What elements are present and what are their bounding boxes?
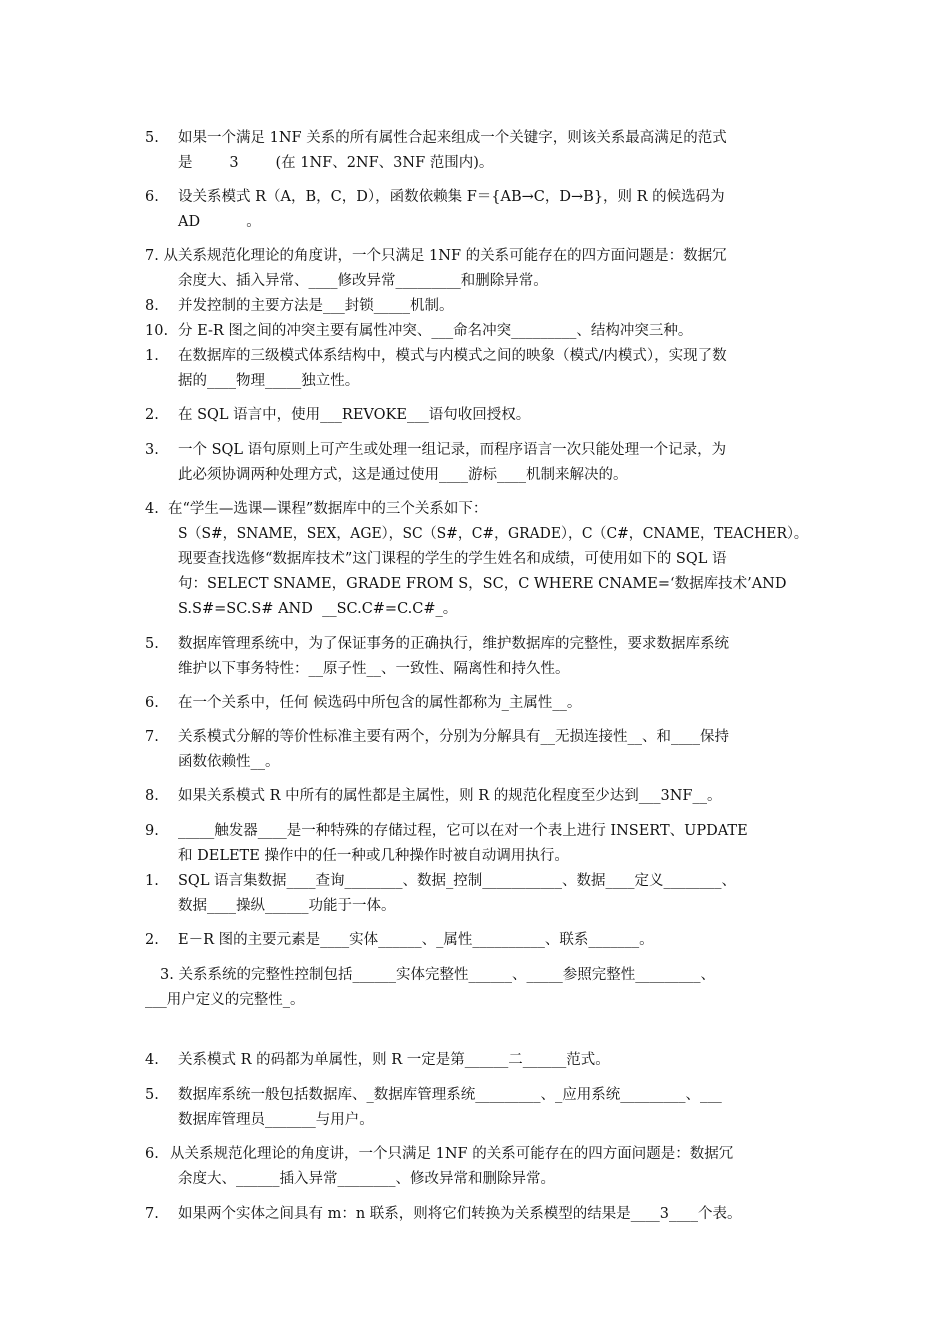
question-number: 6.: [145, 695, 159, 711]
question-number: 5.: [145, 130, 159, 146]
question-line: 维护以下事务特性：__原子性__、一致性、隔离性和持久性。: [178, 661, 570, 677]
question-number: 2.: [145, 407, 159, 423]
question-number: 9.: [145, 823, 159, 839]
question-number: 3.: [145, 442, 159, 458]
question-number: 10.: [145, 323, 169, 339]
question-line: 现要查找选修“数据库技术”这门课程的学生的学生姓名和成绩，可使用如下的 SQL 语: [178, 551, 727, 567]
question-line: S.S#=SC.S# AND __SC.C#=C.C#_。: [178, 601, 458, 617]
question-line: 从关系规范化理论的角度讲，一个只满足 1NF 的关系可能存在的四方面问题是：数据冗: [170, 1146, 734, 1162]
question-line: E－R 图的主要元素是____实体______、_属性__________、联系_______。: [178, 932, 654, 948]
question-line: 数据库系统一般包括数据库、_数据库管理系统_________、_应用系统_________、___: [178, 1087, 722, 1103]
question-line: 在数据库的三级模式体系结构中，模式与内模式之间的映象（模式/内模式），实现了数: [178, 348, 727, 364]
question-line: 如果两个实体之间具有 m：n 联系，则将它们转换为关系模型的结果是____3____个表。: [178, 1206, 742, 1222]
question-number: 5.: [145, 1087, 159, 1103]
question-number: 4.: [145, 1052, 159, 1068]
question-line: 数据库管理系统中，为了保证事务的正确执行，维护数据库的完整性，要求数据库系统: [178, 636, 729, 652]
question-line: 数据库管理员_______与用户。: [178, 1112, 374, 1128]
question-line: S（S#，SNAME，SEX，AGE），SC（S#，C#，GRADE），C（C#，CNAME，TEACHER）。: [178, 526, 808, 542]
question-line: 关系模式分解的等价性标准主要有两个，分别为分解具有__无损连接性__、和____保持: [178, 729, 729, 745]
question-line: 分 E-R 图之间的冲突主要有属性冲突、___命名冲突_________、结构冲突三种。: [178, 323, 693, 339]
question-line: 在一个关系中，任何 候选码中所包含的属性都称为_主属性__。: [178, 695, 582, 711]
question-number: 8.: [145, 788, 159, 804]
question-line: _____触发器____是一种特殊的存储过程，它可以在对一个表上进行 INSERT、UPDATE: [178, 823, 748, 839]
question-line: 余度大、______插入异常________、修改异常和删除异常。: [178, 1171, 555, 1187]
question-number: 5.: [145, 636, 159, 652]
question-line: 数据____操纵______功能于一体。: [178, 898, 396, 914]
question-line: 一个 SQL 语句原则上可产生或处理一组记录，而程序语言一次只能处理一个记录，为: [178, 442, 727, 458]
question-number: 4.: [145, 501, 159, 517]
question-line: 据的____物理_____独立性。: [178, 373, 360, 389]
question-line: 设关系模式 R（A，B，C，D），函数依赖集 F＝{AB→C，D→B}，则 R 的候选码为: [178, 189, 725, 205]
question-line: 句：SELECT SNAME，GRADE FROM S，SC，C WHERE CNAME=‘数据库技术’AND: [178, 576, 787, 592]
question-line: 并发控制的主要方法是___封锁_____机制。: [178, 298, 454, 314]
question-line: 和 DELETE 操作中的任一种或几种操作时被自动调用执行。: [178, 848, 569, 864]
question-line: 关系模式 R 的码都为单属性，则 R 一定是第______二______范式。: [178, 1052, 610, 1068]
question-line: ___用户定义的完整性_。: [145, 992, 305, 1008]
question-number: 6.: [145, 189, 159, 205]
question-number: 7.: [145, 1206, 159, 1222]
question-number: 8.: [145, 298, 159, 314]
question-line: 函数依赖性__。: [178, 754, 280, 770]
question-line: AD 。: [178, 214, 261, 230]
question-line: 7. 从关系规范化理论的角度讲，一个只满足 1NF 的关系可能存在的四方面问题是：数据冗: [145, 248, 727, 264]
question-line: 是 3 (在 1NF、2NF、3NF 范围内)。: [178, 155, 494, 171]
question-line: 在“学生—选课—课程”数据库中的三个关系如下：: [168, 501, 488, 517]
question-number: 6.: [145, 1146, 159, 1162]
question-number: 1.: [145, 348, 159, 364]
question-line: 如果一个满足 1NF 关系的所有属性合起来组成一个关键字，则该关系最高满足的范式: [178, 130, 727, 146]
question-line: 如果关系模式 R 中所有的属性都是主属性，则 R 的规范化程度至少达到___3NF__。: [178, 788, 722, 804]
question-number: 7.: [145, 729, 159, 745]
question-line: 3. 关系系统的完整性控制包括______实体完整性______、_____参照完整性_________、: [160, 967, 715, 983]
question-line: 在 SQL 语言中，使用___REVOKE___语句收回授权。: [178, 407, 531, 423]
question-line: SQL 语言集数据____查询________、数据_控制___________、数据____定义________、: [178, 873, 737, 889]
question-number: 1.: [145, 873, 159, 889]
question-number: 2.: [145, 932, 159, 948]
question-line: 余度大、插入异常、____修改异常_________和删除异常。: [178, 273, 548, 289]
question-line: 此必须协调两种处理方式，这是通过使用____游标____机制来解决的。: [178, 467, 628, 483]
